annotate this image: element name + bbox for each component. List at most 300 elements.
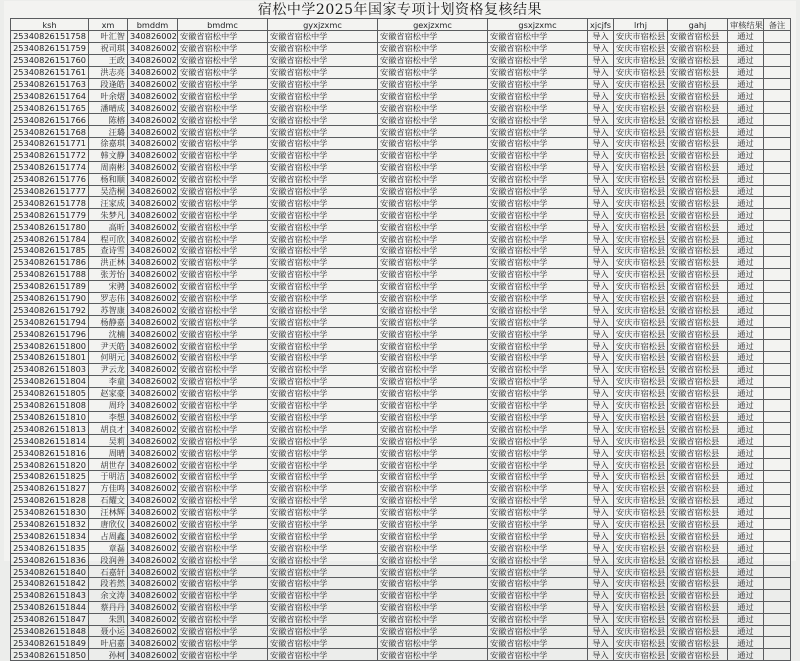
- cell-xjcjfs: 导入: [588, 518, 614, 530]
- cell-bz: [764, 42, 791, 54]
- cell-gahj: 安徽省宿松县: [668, 149, 728, 161]
- cell-bmddm: 340826002: [128, 138, 178, 150]
- cell-bmdmc: 安徽省宿松中学: [178, 328, 268, 340]
- cell-gsxjzxmc: 安徽省宿松中学: [488, 482, 588, 494]
- cell-bz: [764, 66, 791, 78]
- cell-gyxjzxmc: 安徽省宿松中学: [268, 589, 378, 601]
- cell-gyxjzxmc: 安徽省宿松中学: [268, 102, 378, 114]
- cell-gahj: 安徽省宿松县: [668, 328, 728, 340]
- table-row: [11, 411, 791, 423]
- cell-shjg: 通过: [728, 78, 764, 90]
- cell-gyxjzxmc: 安徽省宿松中学: [268, 78, 378, 90]
- cell-ksh: 25340826151832: [11, 518, 89, 530]
- cell-shjg: 通过: [728, 90, 764, 102]
- table-row: [11, 459, 791, 471]
- cell-bmdmc: 安徽省宿松中学: [178, 625, 268, 637]
- cell-xjcjfs: 导入: [588, 256, 614, 268]
- cell-gsxjzxmc: 安徽省宿松中学: [488, 447, 588, 459]
- table-row: [11, 185, 791, 197]
- cell-gyxjzxmc: 安徽省宿松中学: [268, 470, 378, 482]
- cell-gyxjzxmc: 安徽省宿松中学: [268, 613, 378, 625]
- cell-bmddm: 340826002: [128, 90, 178, 102]
- cell-shjg: 通过: [728, 613, 764, 625]
- cell-gsxjzxmc: 安徽省宿松中学: [488, 530, 588, 542]
- cell-shjg: 通过: [728, 352, 764, 364]
- cell-gsxjzxmc: 安徽省宿松中学: [488, 352, 588, 364]
- cell-gexjzxmc: 安徽省宿松中学: [378, 304, 488, 316]
- cell-lrhj: 安庆市宿松县: [614, 530, 668, 542]
- cell-bz: [764, 423, 791, 435]
- cell-gahj: 安徽省宿松县: [668, 542, 728, 554]
- cell-bmddm: 340826002: [128, 375, 178, 387]
- cell-gsxjzxmc: 安徽省宿松中学: [488, 78, 588, 90]
- cell-ksh: 25340826151786: [11, 256, 89, 268]
- cell-shjg: 通过: [728, 161, 764, 173]
- cell-bmddm: 340826002: [128, 126, 178, 138]
- cell-gyxjzxmc: 安徽省宿松中学: [268, 649, 378, 661]
- cell-xjcjfs: 导入: [588, 577, 614, 589]
- cell-gyxjzxmc: 安徽省宿松中学: [268, 566, 378, 578]
- cell-bmdmc: 安徽省宿松中学: [178, 209, 268, 221]
- cell-ksh: 25340826151808: [11, 399, 89, 411]
- cell-bz: [764, 577, 791, 589]
- cell-gahj: 安徽省宿松县: [668, 114, 728, 126]
- cell-bz: [764, 649, 791, 661]
- cell-gahj: 安徽省宿松县: [668, 447, 728, 459]
- cell-bmddm: 340826002: [128, 363, 178, 375]
- cell-gsxjzxmc: 安徽省宿松中学: [488, 197, 588, 209]
- cell-bz: [764, 256, 791, 268]
- cell-xjcjfs: 导入: [588, 268, 614, 280]
- cell-gsxjzxmc: 安徽省宿松中学: [488, 161, 588, 173]
- cell-xm: 叶余熠: [89, 90, 128, 102]
- cell-gyxjzxmc: 安徽省宿松中学: [268, 328, 378, 340]
- cell-xjcjfs: 导入: [588, 482, 614, 494]
- cell-bmdmc: 安徽省宿松中学: [178, 126, 268, 138]
- cell-bmddm: 340826002: [128, 530, 178, 542]
- cell-gsxjzxmc: 安徽省宿松中学: [488, 649, 588, 661]
- cell-shjg: 通过: [728, 566, 764, 578]
- cell-bmddm: 340826002: [128, 42, 178, 54]
- cell-xjcjfs: 导入: [588, 363, 614, 375]
- cell-gahj: 安徽省宿松县: [668, 435, 728, 447]
- cell-bmdmc: 安徽省宿松中学: [178, 566, 268, 578]
- cell-gsxjzxmc: 安徽省宿松中学: [488, 518, 588, 530]
- cell-xjcjfs: 导入: [588, 423, 614, 435]
- cell-xjcjfs: 导入: [588, 126, 614, 138]
- cell-bmddm: 340826002: [128, 649, 178, 661]
- cell-shjg: 通过: [728, 42, 764, 54]
- cell-bmddm: 340826002: [128, 114, 178, 126]
- table-body: [11, 31, 791, 661]
- cell-bz: [764, 637, 791, 649]
- cell-shjg: 通过: [728, 66, 764, 78]
- cell-gahj: 安徽省宿松县: [668, 613, 728, 625]
- cell-xm: 朱凯: [89, 613, 128, 625]
- cell-bmdmc: 安徽省宿松中学: [178, 316, 268, 328]
- cell-bmdmc: 安徽省宿松中学: [178, 352, 268, 364]
- cell-xjcjfs: 导入: [588, 292, 614, 304]
- cell-gsxjzxmc: 安徽省宿松中学: [488, 304, 588, 316]
- cell-xjcjfs: 导入: [588, 197, 614, 209]
- cell-xjcjfs: 导入: [588, 637, 614, 649]
- cell-shjg: 通过: [728, 268, 764, 280]
- cell-ksh: 25340826151842: [11, 577, 89, 589]
- cell-bmddm: 340826002: [128, 209, 178, 221]
- cell-gexjzxmc: 安徽省宿松中学: [378, 66, 488, 78]
- cell-bmdmc: 安徽省宿松中学: [178, 161, 268, 173]
- cell-ksh: 25340826151804: [11, 375, 89, 387]
- cell-xm: 汪家成: [89, 197, 128, 209]
- cell-gexjzxmc: 安徽省宿松中学: [378, 423, 488, 435]
- cell-lrhj: 安庆市宿松县: [614, 185, 668, 197]
- cell-lrhj: 安庆市宿松县: [614, 316, 668, 328]
- cell-shjg: 通过: [728, 637, 764, 649]
- cell-bmdmc: 安徽省宿松中学: [178, 185, 268, 197]
- table-row: [11, 435, 791, 447]
- cell-ksh: 25340826151847: [11, 613, 89, 625]
- cell-bz: [764, 435, 791, 447]
- cell-bz: [764, 352, 791, 364]
- cell-ksh: 25340826151779: [11, 209, 89, 221]
- cell-xm: 沈楠: [89, 328, 128, 340]
- cell-gahj: 安徽省宿松县: [668, 173, 728, 185]
- cell-xm: 吴浩桐: [89, 185, 128, 197]
- cell-ksh: 25340826151805: [11, 387, 89, 399]
- cell-gahj: 安徽省宿松县: [668, 90, 728, 102]
- cell-gexjzxmc: 安徽省宿松中学: [378, 31, 488, 43]
- cell-gsxjzxmc: 安徽省宿松中学: [488, 31, 588, 43]
- cell-xjcjfs: 导入: [588, 470, 614, 482]
- cell-xm: 胡世存: [89, 459, 128, 471]
- cell-gexjzxmc: 安徽省宿松中学: [378, 589, 488, 601]
- cell-xjcjfs: 导入: [588, 566, 614, 578]
- cell-xjcjfs: 导入: [588, 554, 614, 566]
- table-row: [11, 625, 791, 637]
- cell-gyxjzxmc: 安徽省宿松中学: [268, 352, 378, 364]
- cell-lrhj: 安庆市宿松县: [614, 649, 668, 661]
- table-row: [11, 566, 791, 578]
- cell-bmddm: 340826002: [128, 601, 178, 613]
- cell-xjcjfs: 导入: [588, 138, 614, 150]
- cell-gexjzxmc: 安徽省宿松中学: [378, 482, 488, 494]
- cell-bmdmc: 安徽省宿松中学: [178, 423, 268, 435]
- cell-gahj: 安徽省宿松县: [668, 66, 728, 78]
- cell-shjg: 通过: [728, 399, 764, 411]
- cell-shjg: 通过: [728, 470, 764, 482]
- cell-xjcjfs: 导入: [588, 149, 614, 161]
- cell-bz: [764, 601, 791, 613]
- cell-lrhj: 安庆市宿松县: [614, 601, 668, 613]
- cell-bz: [764, 161, 791, 173]
- cell-bmdmc: 安徽省宿松中学: [178, 42, 268, 54]
- cell-gsxjzxmc: 安徽省宿松中学: [488, 268, 588, 280]
- cell-gyxjzxmc: 安徽省宿松中学: [268, 554, 378, 566]
- cell-xjcjfs: 导入: [588, 411, 614, 423]
- cell-gsxjzxmc: 安徽省宿松中学: [488, 292, 588, 304]
- cell-gahj: 安徽省宿松县: [668, 518, 728, 530]
- cell-gyxjzxmc: 安徽省宿松中学: [268, 363, 378, 375]
- cell-gahj: 安徽省宿松县: [668, 161, 728, 173]
- cell-bmddm: 340826002: [128, 447, 178, 459]
- cell-xjcjfs: 导入: [588, 102, 614, 114]
- cell-shjg: 通过: [728, 102, 764, 114]
- cell-bmddm: 340826002: [128, 280, 178, 292]
- cell-gyxjzxmc: 安徽省宿松中学: [268, 542, 378, 554]
- cell-gexjzxmc: 安徽省宿松中学: [378, 197, 488, 209]
- column-header-shjg: 审核结果: [728, 19, 764, 31]
- cell-xm: 唐欣仪: [89, 518, 128, 530]
- cell-bmddm: 340826002: [128, 54, 178, 66]
- column-header-lrhj: lrhj: [614, 19, 668, 31]
- cell-shjg: 通过: [728, 126, 764, 138]
- cell-gexjzxmc: 安徽省宿松中学: [378, 411, 488, 423]
- cell-shjg: 通过: [728, 601, 764, 613]
- cell-gahj: 安徽省宿松县: [668, 363, 728, 375]
- cell-gyxjzxmc: 安徽省宿松中学: [268, 245, 378, 257]
- cell-xm: 石耀文: [89, 494, 128, 506]
- cell-gexjzxmc: 安徽省宿松中学: [378, 613, 488, 625]
- cell-bmddm: 340826002: [128, 268, 178, 280]
- cell-bmddm: 340826002: [128, 31, 178, 43]
- cell-gyxjzxmc: 安徽省宿松中学: [268, 304, 378, 316]
- cell-bz: [764, 447, 791, 459]
- cell-bz: [764, 245, 791, 257]
- table-row: [11, 375, 791, 387]
- cell-bmdmc: 安徽省宿松中学: [178, 114, 268, 126]
- cell-lrhj: 安庆市宿松县: [614, 340, 668, 352]
- cell-gexjzxmc: 安徽省宿松中学: [378, 280, 488, 292]
- cell-gyxjzxmc: 安徽省宿松中学: [268, 209, 378, 221]
- cell-gyxjzxmc: 安徽省宿松中学: [268, 399, 378, 411]
- cell-gahj: 安徽省宿松县: [668, 138, 728, 150]
- cell-xjcjfs: 导入: [588, 90, 614, 102]
- cell-shjg: 通过: [728, 375, 764, 387]
- cell-bmdmc: 安徽省宿松中学: [178, 78, 268, 90]
- table-row: [11, 126, 791, 138]
- table-row: [11, 340, 791, 352]
- cell-gahj: 安徽省宿松县: [668, 554, 728, 566]
- cell-gyxjzxmc: 安徽省宿松中学: [268, 482, 378, 494]
- cell-shjg: 通过: [728, 233, 764, 245]
- cell-gahj: 安徽省宿松县: [668, 637, 728, 649]
- cell-bz: [764, 589, 791, 601]
- cell-bmddm: 340826002: [128, 316, 178, 328]
- cell-gsxjzxmc: 安徽省宿松中学: [488, 149, 588, 161]
- cell-bmdmc: 安徽省宿松中学: [178, 363, 268, 375]
- cell-shjg: 通过: [728, 506, 764, 518]
- cell-gahj: 安徽省宿松县: [668, 387, 728, 399]
- cell-gahj: 安徽省宿松县: [668, 292, 728, 304]
- cell-shjg: 通过: [728, 256, 764, 268]
- cell-gexjzxmc: 安徽省宿松中学: [378, 447, 488, 459]
- cell-lrhj: 安庆市宿松县: [614, 66, 668, 78]
- cell-bmdmc: 安徽省宿松中学: [178, 304, 268, 316]
- cell-gexjzxmc: 安徽省宿松中学: [378, 292, 488, 304]
- column-header-bmddm: bmddm: [128, 19, 178, 31]
- cell-ksh: 25340826151772: [11, 149, 89, 161]
- cell-xm: 苏智康: [89, 304, 128, 316]
- column-header-gsxjzxmc: gsxjzxmc: [488, 19, 588, 31]
- cell-gahj: 安徽省宿松县: [668, 577, 728, 589]
- cell-shjg: 通过: [728, 482, 764, 494]
- cell-bz: [764, 530, 791, 542]
- cell-gexjzxmc: 安徽省宿松中学: [378, 78, 488, 90]
- cell-bmdmc: 安徽省宿松中学: [178, 482, 268, 494]
- table-row: [11, 352, 791, 364]
- cell-ksh: 25340826151834: [11, 530, 89, 542]
- cell-lrhj: 安庆市宿松县: [614, 375, 668, 387]
- cell-bz: [764, 566, 791, 578]
- cell-lrhj: 安庆市宿松县: [614, 625, 668, 637]
- cell-xm: 汪璐: [89, 126, 128, 138]
- cell-gyxjzxmc: 安徽省宿松中学: [268, 90, 378, 102]
- cell-xjcjfs: 导入: [588, 399, 614, 411]
- table-row: [11, 316, 791, 328]
- cell-bmddm: 340826002: [128, 435, 178, 447]
- cell-gsxjzxmc: 安徽省宿松中学: [488, 542, 588, 554]
- cell-gexjzxmc: 安徽省宿松中学: [378, 161, 488, 173]
- cell-gahj: 安徽省宿松县: [668, 221, 728, 233]
- table-row: [11, 589, 791, 601]
- cell-ksh: 25340826151778: [11, 197, 89, 209]
- cell-bz: [764, 233, 791, 245]
- cell-bmdmc: 安徽省宿松中学: [178, 149, 268, 161]
- cell-lrhj: 安庆市宿松县: [614, 363, 668, 375]
- cell-xjcjfs: 导入: [588, 494, 614, 506]
- cell-xm: 何明元: [89, 352, 128, 364]
- cell-bz: [764, 280, 791, 292]
- results-table: [10, 18, 791, 661]
- cell-gexjzxmc: 安徽省宿松中学: [378, 256, 488, 268]
- cell-bmdmc: 安徽省宿松中学: [178, 340, 268, 352]
- column-header-gyxjzxmc: gyxjzxmc: [268, 19, 378, 31]
- cell-lrhj: 安庆市宿松县: [614, 399, 668, 411]
- table-row: [11, 637, 791, 649]
- cell-bmdmc: 安徽省宿松中学: [178, 447, 268, 459]
- cell-shjg: 通过: [728, 114, 764, 126]
- cell-bmddm: 340826002: [128, 352, 178, 364]
- cell-gahj: 安徽省宿松县: [668, 566, 728, 578]
- cell-gexjzxmc: 安徽省宿松中学: [378, 399, 488, 411]
- cell-lrhj: 安庆市宿松县: [614, 566, 668, 578]
- cell-gahj: 安徽省宿松县: [668, 352, 728, 364]
- cell-gahj: 安徽省宿松县: [668, 411, 728, 423]
- cell-bmddm: 340826002: [128, 304, 178, 316]
- cell-gexjzxmc: 安徽省宿松中学: [378, 54, 488, 66]
- cell-gahj: 安徽省宿松县: [668, 399, 728, 411]
- cell-gahj: 安徽省宿松县: [668, 589, 728, 601]
- cell-bmdmc: 安徽省宿松中学: [178, 292, 268, 304]
- table-row: [11, 399, 791, 411]
- table-row: [11, 280, 791, 292]
- cell-xjcjfs: 导入: [588, 316, 614, 328]
- cell-xm: 石嘉轩: [89, 566, 128, 578]
- cell-xm: 祝司琪: [89, 42, 128, 54]
- cell-gyxjzxmc: 安徽省宿松中学: [268, 530, 378, 542]
- cell-bmddm: 340826002: [128, 173, 178, 185]
- cell-gsxjzxmc: 安徽省宿松中学: [488, 126, 588, 138]
- cell-bz: [764, 316, 791, 328]
- cell-shjg: 通过: [728, 530, 764, 542]
- cell-gsxjzxmc: 安徽省宿松中学: [488, 316, 588, 328]
- page-title: 宿松中学2025年国家专项计划资格复核结果: [257, 2, 543, 18]
- cell-bmddm: 340826002: [128, 589, 178, 601]
- cell-gyxjzxmc: 安徽省宿松中学: [268, 459, 378, 471]
- cell-gyxjzxmc: 安徽省宿松中学: [268, 54, 378, 66]
- cell-shjg: 通过: [728, 304, 764, 316]
- cell-xjcjfs: 导入: [588, 340, 614, 352]
- cell-gyxjzxmc: 安徽省宿松中学: [268, 340, 378, 352]
- cell-bmdmc: 安徽省宿松中学: [178, 54, 268, 66]
- cell-gsxjzxmc: 安徽省宿松中学: [488, 340, 588, 352]
- cell-gsxjzxmc: 安徽省宿松中学: [488, 102, 588, 114]
- column-header-xjcjfs: xjcjfs: [588, 19, 614, 31]
- cell-xm: 陈榕: [89, 114, 128, 126]
- table-row: [11, 42, 791, 54]
- cell-bz: [764, 173, 791, 185]
- cell-bmdmc: 安徽省宿松中学: [178, 31, 268, 43]
- cell-gexjzxmc: 安徽省宿松中学: [378, 375, 488, 387]
- cell-bmdmc: 安徽省宿松中学: [178, 542, 268, 554]
- cell-bz: [764, 518, 791, 530]
- cell-gyxjzxmc: 安徽省宿松中学: [268, 280, 378, 292]
- cell-shjg: 通过: [728, 328, 764, 340]
- cell-lrhj: 安庆市宿松县: [614, 470, 668, 482]
- cell-lrhj: 安庆市宿松县: [614, 589, 668, 601]
- cell-gexjzxmc: 安徽省宿松中学: [378, 530, 488, 542]
- cell-bmdmc: 安徽省宿松中学: [178, 399, 268, 411]
- cell-ksh: 25340826151789: [11, 280, 89, 292]
- cell-ksh: 25340826151776: [11, 173, 89, 185]
- cell-xm: 宋骋: [89, 280, 128, 292]
- cell-gexjzxmc: 安徽省宿松中学: [378, 126, 488, 138]
- column-header-gexjzxmc: gexjzxmc: [378, 19, 488, 31]
- table-row: [11, 482, 791, 494]
- cell-xjcjfs: 导入: [588, 542, 614, 554]
- table-row: [11, 66, 791, 78]
- cell-bz: [764, 126, 791, 138]
- cell-gsxjzxmc: 安徽省宿松中学: [488, 387, 588, 399]
- cell-xjcjfs: 导入: [588, 530, 614, 542]
- cell-xjcjfs: 导入: [588, 387, 614, 399]
- cell-lrhj: 安庆市宿松县: [614, 197, 668, 209]
- cell-gsxjzxmc: 安徽省宿松中学: [488, 589, 588, 601]
- cell-gsxjzxmc: 安徽省宿松中学: [488, 280, 588, 292]
- cell-lrhj: 安庆市宿松县: [614, 577, 668, 589]
- cell-gexjzxmc: 安徽省宿松中学: [378, 601, 488, 613]
- cell-gexjzxmc: 安徽省宿松中学: [378, 245, 488, 257]
- cell-bmddm: 340826002: [128, 66, 178, 78]
- cell-gexjzxmc: 安徽省宿松中学: [378, 42, 488, 54]
- cell-gexjzxmc: 安徽省宿松中学: [378, 173, 488, 185]
- cell-shjg: 通过: [728, 316, 764, 328]
- table-row: [11, 78, 791, 90]
- table-row: [11, 209, 791, 221]
- cell-bmddm: 340826002: [128, 78, 178, 90]
- cell-lrhj: 安庆市宿松县: [614, 54, 668, 66]
- cell-ksh: 25340826151850: [11, 649, 89, 661]
- cell-bz: [764, 268, 791, 280]
- cell-ksh: 25340826151764: [11, 90, 89, 102]
- cell-shjg: 通过: [728, 363, 764, 375]
- cell-xjcjfs: 导入: [588, 280, 614, 292]
- cell-lrhj: 安庆市宿松县: [614, 411, 668, 423]
- cell-gexjzxmc: 安徽省宿松中学: [378, 316, 488, 328]
- table-row: [11, 387, 791, 399]
- cell-lrhj: 安庆市宿松县: [614, 221, 668, 233]
- cell-lrhj: 安庆市宿松县: [614, 459, 668, 471]
